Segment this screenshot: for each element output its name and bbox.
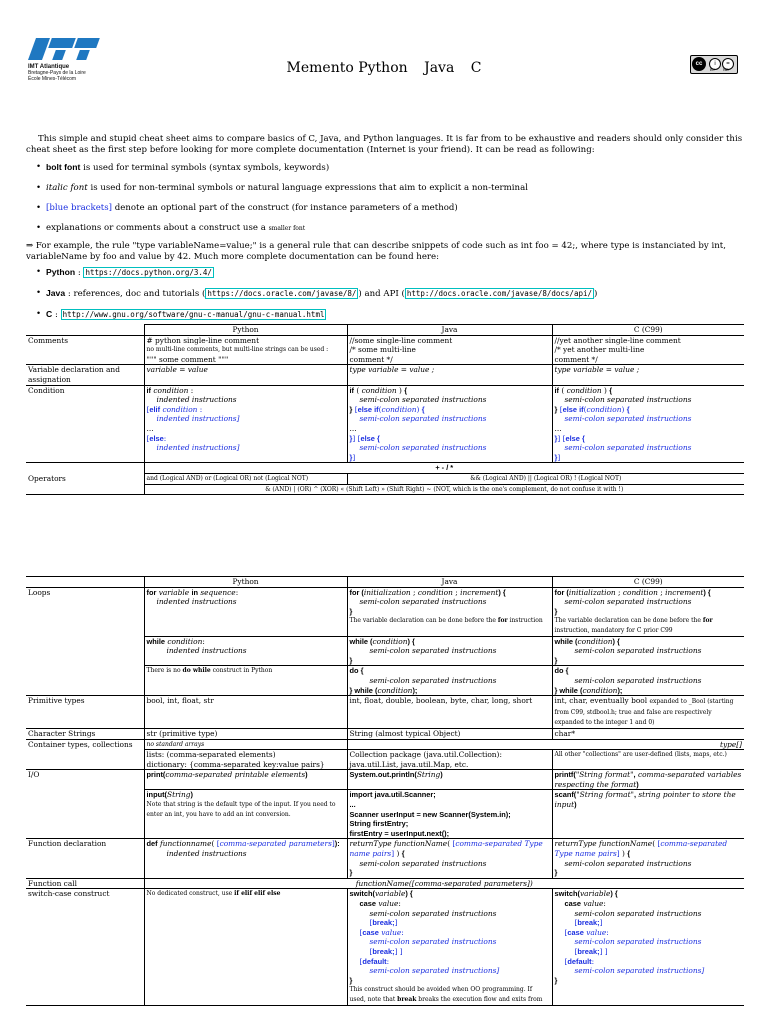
c-comments: //yet another single-line comment /* yet another multi-line comment */ [552, 335, 744, 365]
header-python: Python [144, 325, 347, 336]
java-strings: String (almost typical Object) [347, 728, 552, 739]
nd-icon: = [722, 58, 734, 70]
c-strings: char* [552, 728, 744, 739]
row-label-fdecl: Function declaration [26, 839, 144, 878]
py-print: print(comma-separated printable elements) [144, 770, 347, 790]
row-label-loops: Loops [26, 587, 144, 696]
row-label-switch: switch-case construct [26, 889, 144, 1005]
c-condition: if ( condition ) { semi-colon separated instructions } [else if(condition) { semi-colon separated instructions ... }] [else { semi-colon separated instructions }] [552, 385, 744, 463]
title-java: Java [424, 60, 455, 76]
java-dowhile: do { semi-colon separated instructions } while (condition); [347, 666, 552, 696]
java-fdecl: returnType functionName( [comma-separated Type name pairs] ) { semi-colon separated instructions } [347, 839, 552, 878]
row-label-fcall: Function call [26, 878, 144, 889]
row-label-variable: Variable declaration and assignation [26, 365, 144, 385]
jc-arrays: type[] [347, 739, 744, 750]
python-doc: • Python : https://docs.python.org/3.4/ [36, 267, 744, 279]
example-text: ⇒ For example, the rule "type variableName=value;" is a general rule that can describe snippets of code such as int foo = 42;, where type is instanciated by int, variableName by foo and value by 42. Much more complete documentation can be found here: [26, 241, 726, 262]
py-primitive: bool, int, float, str [144, 696, 347, 729]
py-while: while condition: indented instructions [144, 636, 347, 666]
py-dowhile: There is no do while construct in Python [144, 666, 347, 696]
header-java-2: Java [347, 577, 552, 588]
java-comments: //some single-line comment /* some multi-line comment */ [347, 335, 552, 365]
imt-logo-mark [28, 38, 100, 60]
c-dowhile: do { semi-colon separated instructions } while (condition); [552, 666, 744, 696]
legend-italic: • italic font is used for non-terminal symbols or natural language expressions that aim to explicit a non-terminal [36, 183, 744, 194]
cc-icon: cc [692, 57, 706, 71]
c-printf: printf("String format", comma-separated variables respecting the format) [552, 770, 744, 790]
c-scanf: scanf("String format", string pointer to store the input) [552, 790, 744, 839]
row-label-operators: Operators [26, 463, 144, 495]
java-condition: if ( condition ) { semi-colon separated instructions } [else if(condition) { semi-colon separated instructions ... }] [else { semi-colon separated instructions }] [347, 385, 552, 463]
python-doc-link[interactable]: https://docs.python.org/3.4/ [85, 268, 212, 277]
legend-list [36, 162, 744, 234]
row-label-containers: Container types, collections [26, 739, 144, 770]
c-doc-link[interactable]: http://www.gnu.org/software/gnu-c-manual/gnu-c-manual.html [62, 310, 325, 319]
c-switch: switch(variable) { case value: semi-colon separated instructions [break;] [case value: semi-colon separated instructions [break;] ] [default: semi-colon separated instructions] } [552, 889, 744, 1005]
java-collections: Collection package (java.util.Collection): java.util.List, java.util.Map, etc. [347, 750, 552, 770]
row-label-primitive: Primitive types [26, 696, 144, 729]
py-fdecl: def functionname( [comma-separated parameters]): indented instructions [144, 839, 347, 878]
logo-line2: Bretagne-Pays de la Loire [28, 70, 86, 76]
py-condition: if condition : indented instructions [elif condition : indented instructions] ... [else: indented instructions] [144, 385, 347, 463]
logo-line3: École Mines-Télécom [28, 76, 77, 82]
py-arrays: no standard arrays [144, 739, 347, 750]
title-python: Memento Python [286, 60, 408, 76]
bitwise-ops: & (AND) | (OR) ^ (XOR) « (Shift Left) » (Shift Right) ~ (NOT, which is the one's complement, do not confuse it with !) [144, 484, 744, 495]
header-java: Java [347, 325, 552, 336]
java-api-link[interactable]: http://docs.oracle.com/javase/8/docs/api/ [406, 289, 593, 298]
cc-license-badge [690, 55, 738, 74]
java-doc-link[interactable]: https://docs.oracle.com/javase/8/ [207, 289, 357, 298]
java-print: System.out.println(String) [347, 770, 552, 790]
row-label-comments: Comments [26, 335, 144, 365]
py-variable: variable = value [144, 365, 347, 385]
c-for: for (initialization ; condition ; increment) { semi-colon separated instructions } The variable declaration can be done before the for instruction, mandatory for C prior C99 [552, 587, 744, 636]
ops-arith: + - / * [144, 463, 744, 474]
intro-paragraph: This simple and stupid cheat sheet aims to compare basics of C, Java, and Python languages. It is far from to be exhaustive and readers should only consider this cheat sheet as the first step before looking for more complete documentation (Internet is your friend). It can be read as following: [26, 134, 743, 155]
legend-comment: • explanations or comments about a construct use a smaller font [36, 223, 744, 234]
comparison-table-1 [26, 324, 744, 495]
c-primitive: int, char, eventually bool expanded to _Bool (starting from C99, stdbool.h; true and false are respectively expanded to the integer 1 and 0) [552, 696, 744, 729]
py-switch: No dedicated construct, use if elif elif else [144, 889, 347, 1005]
header-python-2: Python [144, 577, 347, 588]
java-while: while (condition) { semi-colon separated instructions } [347, 636, 552, 666]
header-c-2: C (C99) [552, 577, 744, 588]
page-title [0, 60, 768, 76]
by-icon: i [709, 58, 721, 70]
logo-line1: IMT Atlantique [28, 64, 70, 70]
legend-bold: • bolt font is used for terminal symbols (syntax symbols, keywords) [36, 162, 744, 174]
java-primitive: int, float, double, boolean, byte, char, long, short [347, 696, 552, 729]
nd-label: ND [723, 67, 729, 72]
java-scanner: import java.util.Scanner; ... Scanner userInput = new Scanner(System.in); String firstEntry; firstEntry = userInput.next(); [347, 790, 552, 839]
java-switch: switch(variable) { case value: semi-colon separated instructions [break;] [case value: semi-colon separated instructions [break;] ] [default: semi-colon separated instructions] } This construct should be avoided when OO programming. If used, note that break breaks the execution flow and exits from [347, 889, 552, 1005]
title-c: C [470, 60, 482, 76]
c-fdecl: returnType functionName( [comma-separated Type name pairs] ) { semi-colon separated instructions } [552, 839, 744, 878]
row-label-strings: Character Strings [26, 728, 144, 739]
row-label-condition: Condition [26, 385, 144, 463]
c-doc: • C : http://www.gnu.org/software/gnu-c-manual/gnu-c-manual.html [36, 309, 744, 321]
row-label-io: I/O [26, 770, 144, 839]
intro [26, 134, 744, 330]
c-variable: type variable = value ; [552, 365, 744, 385]
java-variable: type variable = value ; [347, 365, 552, 385]
c-collections: All other "collections" are user-defined (lists, maps, etc.) [552, 750, 744, 770]
legend-blue: • [blue brackets] denote an optional part of the construct (for instance parameters of a method) [36, 203, 744, 214]
comparison-table-2 [26, 576, 744, 1006]
by-label: BY [710, 67, 716, 72]
fcall: functionName([comma-separated parameters]) [144, 878, 744, 889]
py-for: for variable in sequence: indented instructions [144, 587, 347, 636]
java-doc: • Java : references, doc and tutorials ( https://docs.oracle.com/javase/8/ ) and API ( http://docs.oracle.com/javase/8/docs/api/ ) [36, 288, 744, 300]
c-while: while (condition) { semi-colon separated instructions } [552, 636, 744, 666]
py-input: input(String) Note that string is the default type of the input. If you need to enter an int, you have to add an int conversion. [144, 790, 347, 839]
py-logical-ops: and (Logical AND) or (Logical OR) not (Logical NOT) [144, 473, 347, 484]
jc-logical-ops: && (Logical AND) || (Logical OR) ! (Logical NOT) [347, 473, 744, 484]
py-collections: lists: (comma-separated elements) dictionary: {comma-separated key:value pairs} [144, 750, 347, 770]
java-for: for (initialization ; condition ; increment) { semi-colon separated instructions } The variable declaration can be done before the for instruction [347, 587, 552, 636]
py-strings: str (primitive type) [144, 728, 347, 739]
py-comments: # python single-line comment no multi-line comments, but multi-line strings can be used : """ some comment """ [144, 335, 347, 365]
header-c: C (C99) [552, 325, 744, 336]
doc-links [36, 267, 744, 321]
